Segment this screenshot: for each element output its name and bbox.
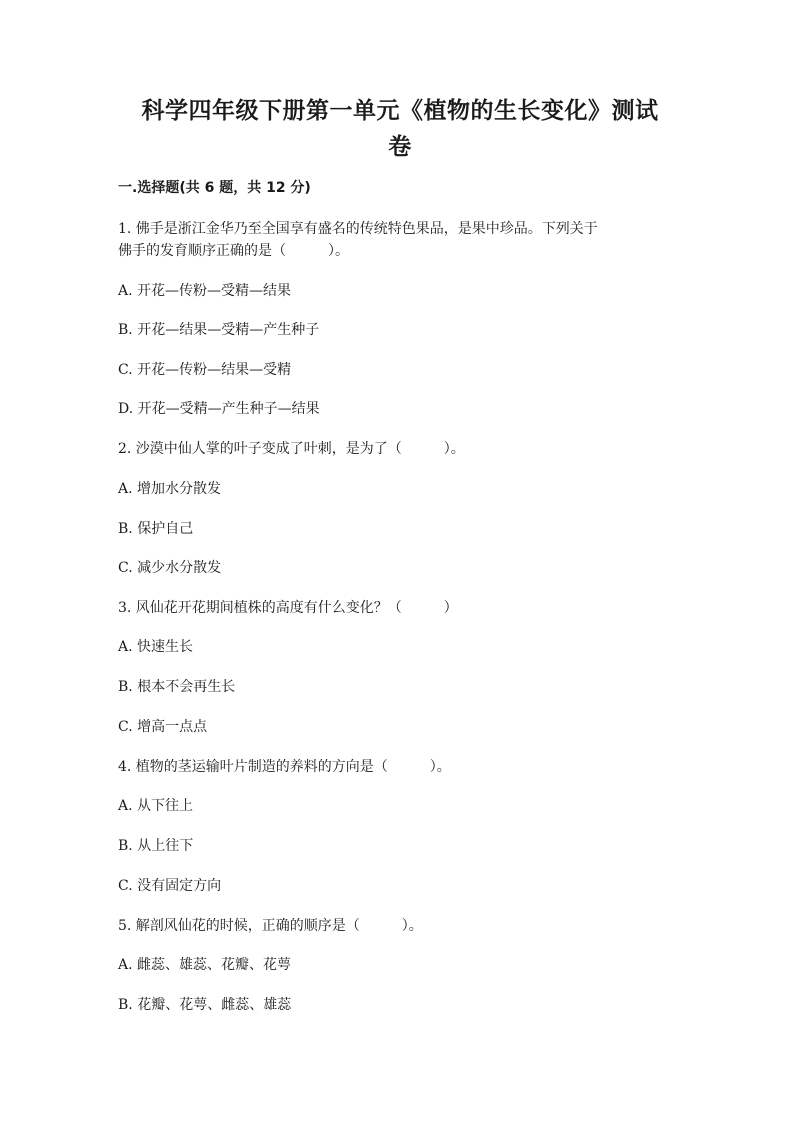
- question-5-option-a: A. 雌蕊、雄蕊、花瓣、花萼: [118, 957, 292, 973]
- question-4-option-b: B. 从上往下: [118, 838, 194, 854]
- question-4-stem: 4. 植物的茎运输叶片制造的养料的方向是（ ）。: [118, 759, 451, 775]
- question-3-option-b: B. 根本不会再生长: [118, 679, 236, 695]
- question-2-option-b: B. 保护自己: [118, 521, 194, 537]
- question-1-option-c: C. 开花—传粉—结果—受精: [118, 362, 292, 378]
- question-4-option-a: A. 从下往上: [118, 798, 194, 814]
- question-2-option-a: A. 增加水分散发: [118, 481, 222, 497]
- title-line-1: 科学四年级下册第一单元《植物的生长变化》测试: [141, 98, 659, 124]
- question-4-option-c: C. 没有固定方向: [118, 878, 222, 894]
- question-2-option-c: C. 减少水分散发: [118, 560, 222, 576]
- question-1-stem-line-2: 佛手的发育顺序正确的是（ ）。: [118, 243, 349, 259]
- question-5-option-b: B. 花瓣、花萼、雌蕊、雄蕊: [118, 997, 292, 1013]
- section-heading: 一.选择题(共 6 题，共 12 分): [118, 180, 311, 196]
- page-title: [100, 93, 700, 165]
- question-1-option-b: B. 开花—结果—受精—产生种子: [118, 322, 320, 338]
- question-5-stem: 5. 解剖风仙花的时候，正确的顺序是（ ）。: [118, 918, 423, 934]
- question-3-option-c: C. 增高一点点: [118, 719, 208, 735]
- question-1-option-d: D. 开花—受精—产生种子—结果: [118, 401, 320, 417]
- question-3-stem: 3. 风仙花开花期间植株的高度有什么变化？（ ）: [118, 600, 458, 616]
- question-2-stem: 2. 沙漠中仙人掌的叶子变成了叶刺，是为了（ ）。: [118, 441, 465, 457]
- question-3-option-a: A. 快速生长: [118, 639, 194, 655]
- title-line-2: 卷: [388, 134, 412, 160]
- question-1-option-a: A. 开花—传粉—受精—结果: [118, 283, 292, 299]
- question-1-stem-line-1: 1. 佛手是浙江金华乃至全国享有盛名的传统特色果品，是果中珍品。下列关于: [118, 221, 598, 237]
